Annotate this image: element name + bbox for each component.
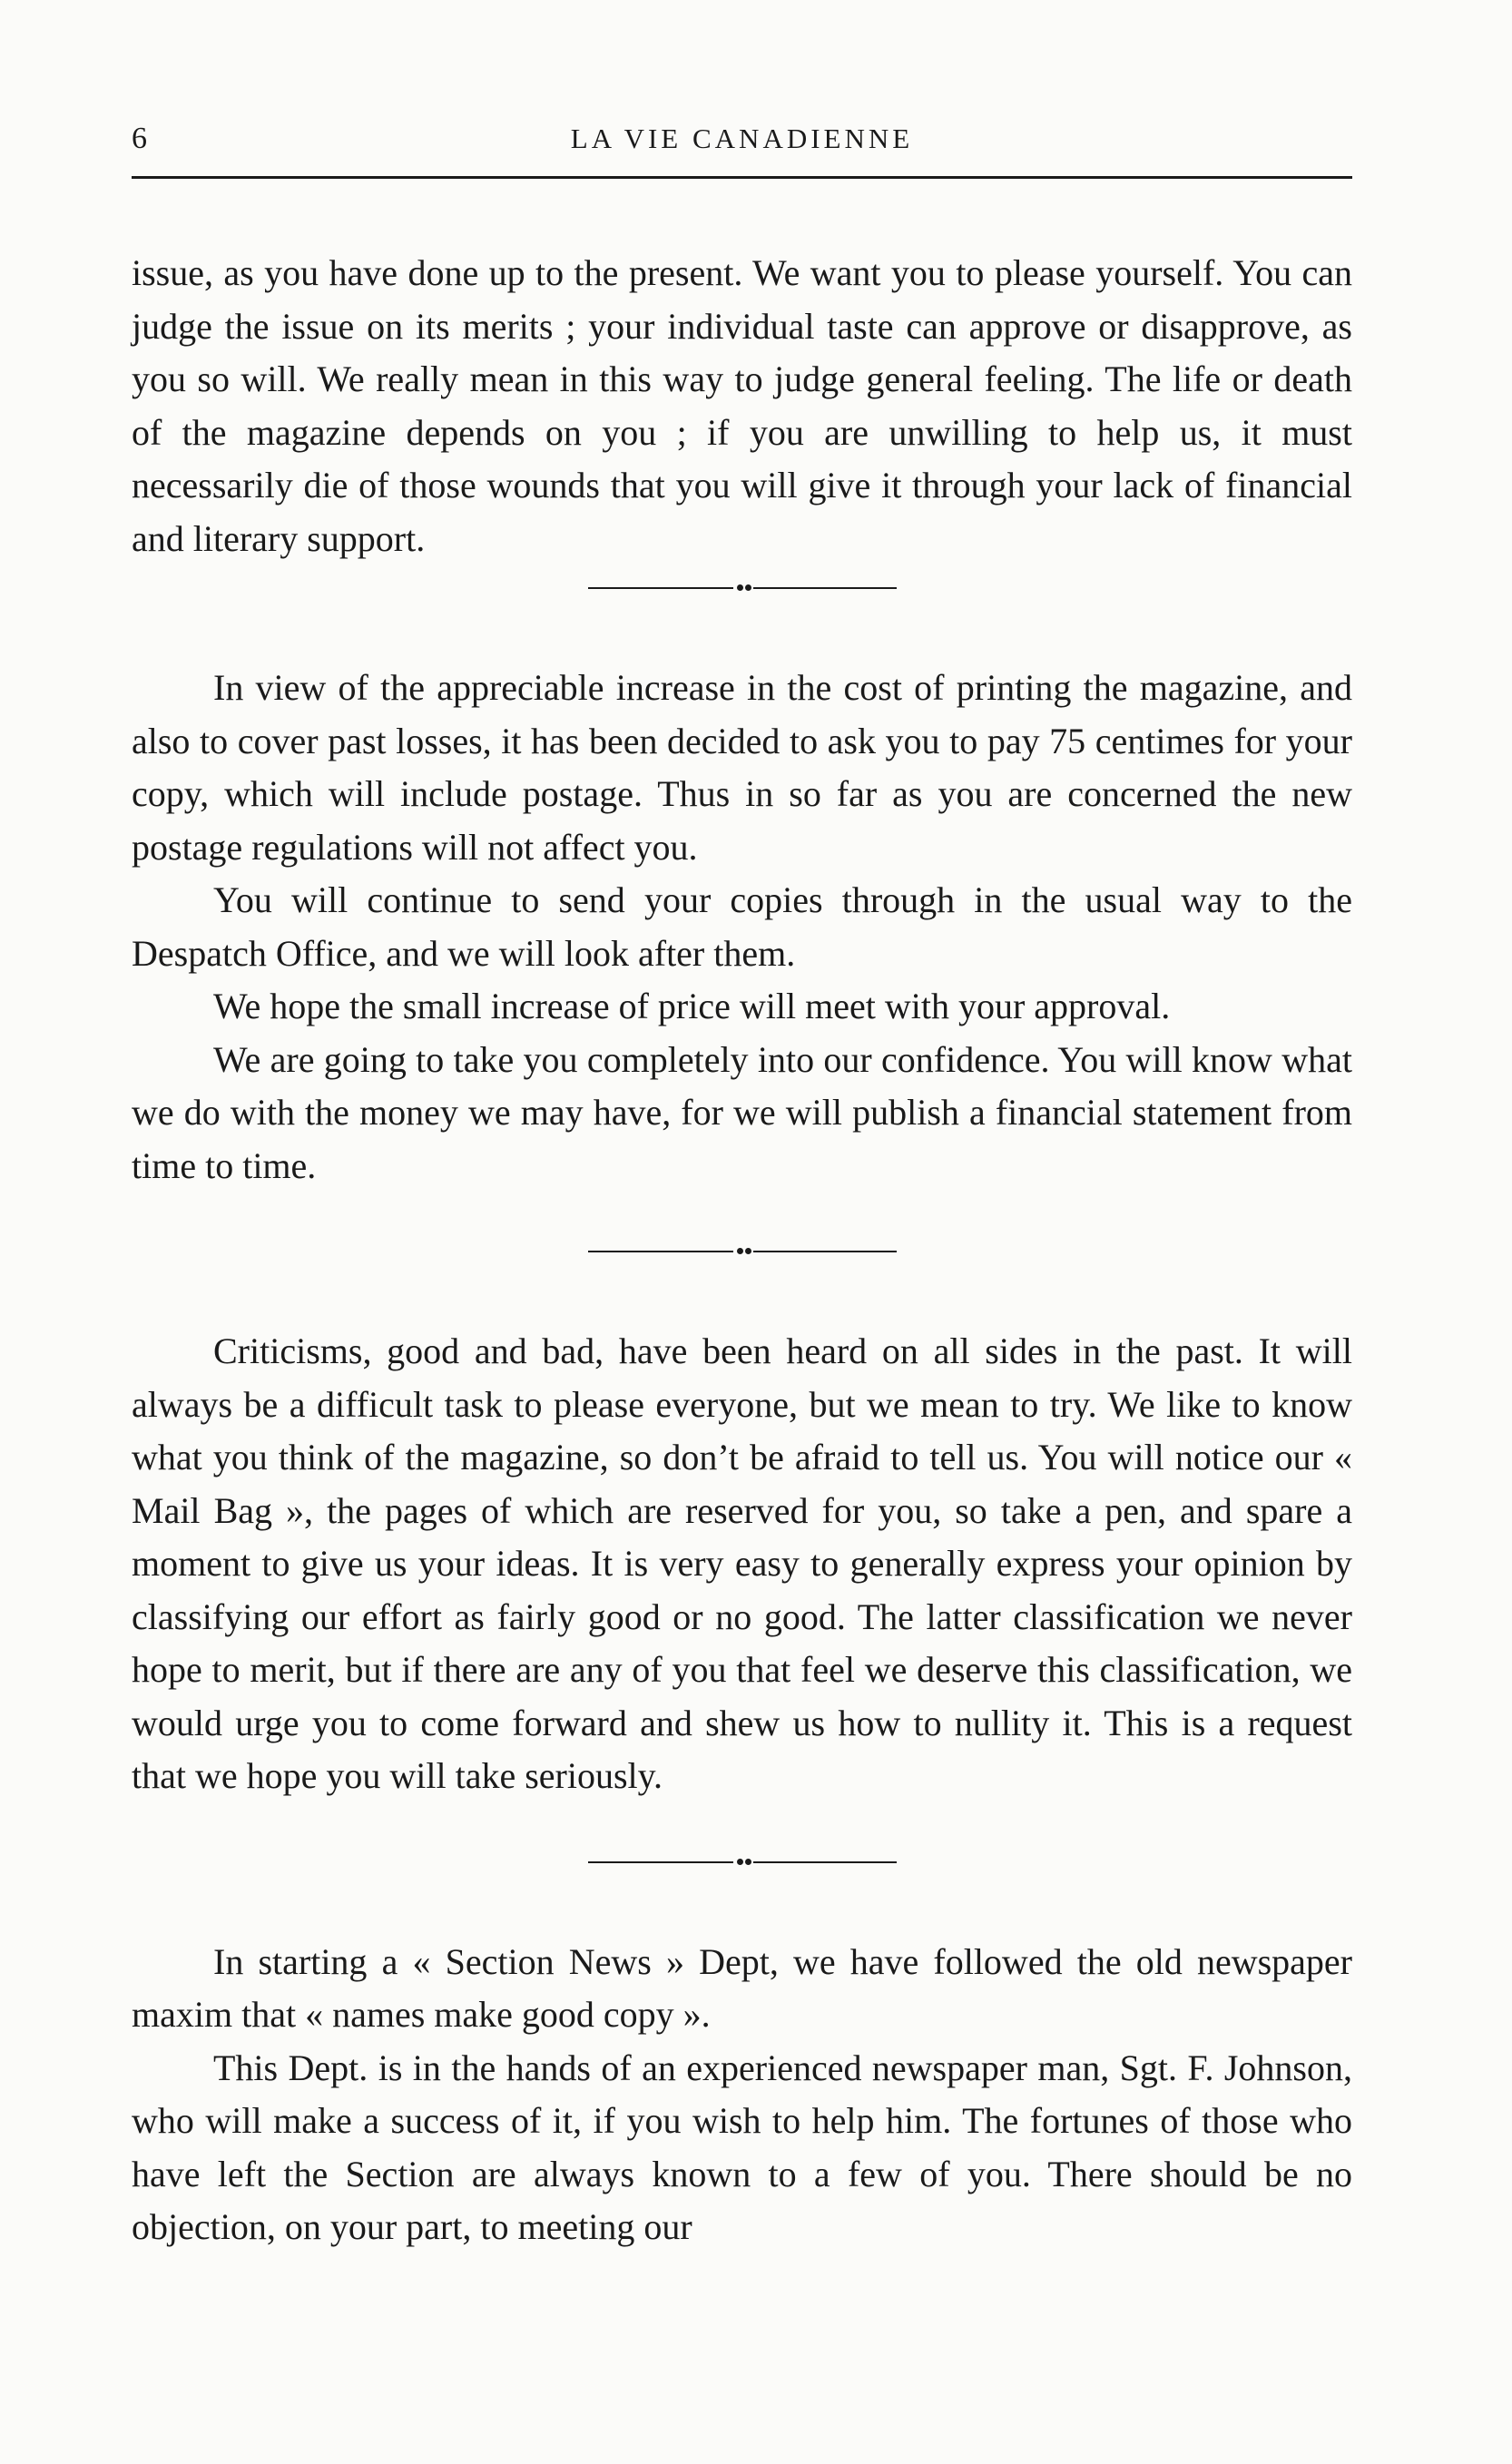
paragraph-continued: issue, as you have done up to the present. We want you to please yourself. You can judge the issue on its merits ; your individual taste can approve or disapprove, as you so will. We really mean in this way to judge general feeling. The life or death of the magazine depends on you ; if you are unwilling to help us, it must necessarily die of those wounds that you will give it through your lack of financial and literary support. (132, 252, 1352, 559)
header-rule (132, 176, 1352, 179)
paragraph-approval: We hope the small increase of price will meet with your approval. (213, 986, 1171, 1026)
page-header (132, 116, 1352, 162)
section-separator (588, 1243, 897, 1260)
paragraph-price-increase: In view of the appreciable increase in the cost of printing the magazine, and also to cover past losses, it has been decided to ask you to pay 75 centimes for your copy, which will include postage. Thus in so far as you are concerned the new postage regulations will not affect you. (132, 667, 1352, 868)
paragraph-confidence: We are going to take you completely into our confidence. You will know what we do with the money we may have, for we will publish a financial statement from time to time. (132, 1038, 1352, 1186)
paragraph-dept-editor: This Dept. is in the hands of an experienced newspaper man, Sgt. F. Johnson, who will make a success of it, if you wish to help him. The fortunes of those who have left the Section are always known to a few of you. There should be no objection, on your part, to meeting our (132, 2047, 1352, 2247)
paragraph-section-news: In starting a « Section News » Dept, we have followed the old newspaper maxim that « names make good copy ». (132, 1940, 1352, 2035)
running-title: LA VIE CANADIENNE (570, 123, 914, 154)
page-number: 6 (132, 122, 147, 155)
article-body (132, 247, 1352, 2254)
paragraph-despatch-office: You will continue to send your copies through in the usual way to the Despatch Office, and we will look after them. (132, 879, 1352, 974)
section-separator (588, 580, 897, 596)
section-separator (588, 1854, 897, 1870)
paragraph-criticisms: Criticisms, good and bad, have been heard on all sides in the past. It will always be a difficult task to please everyone, but we mean to try. We like to know what you think of the magazine, so don’t be afraid to tell us. You will notice our « Mail Bag », the pages of which are reserved for you, so take a pen, and spare a moment to give us your ideas. It is very easy to generally express your opinion by classifying our effort as fairly good or no good. The latter classification we never hope to merit, but if there are any of you that feel we deserve this classification, we would urge you to come forward and shew us how to nullity it. This is a request that we hope you will take seriously. (132, 1330, 1352, 1796)
